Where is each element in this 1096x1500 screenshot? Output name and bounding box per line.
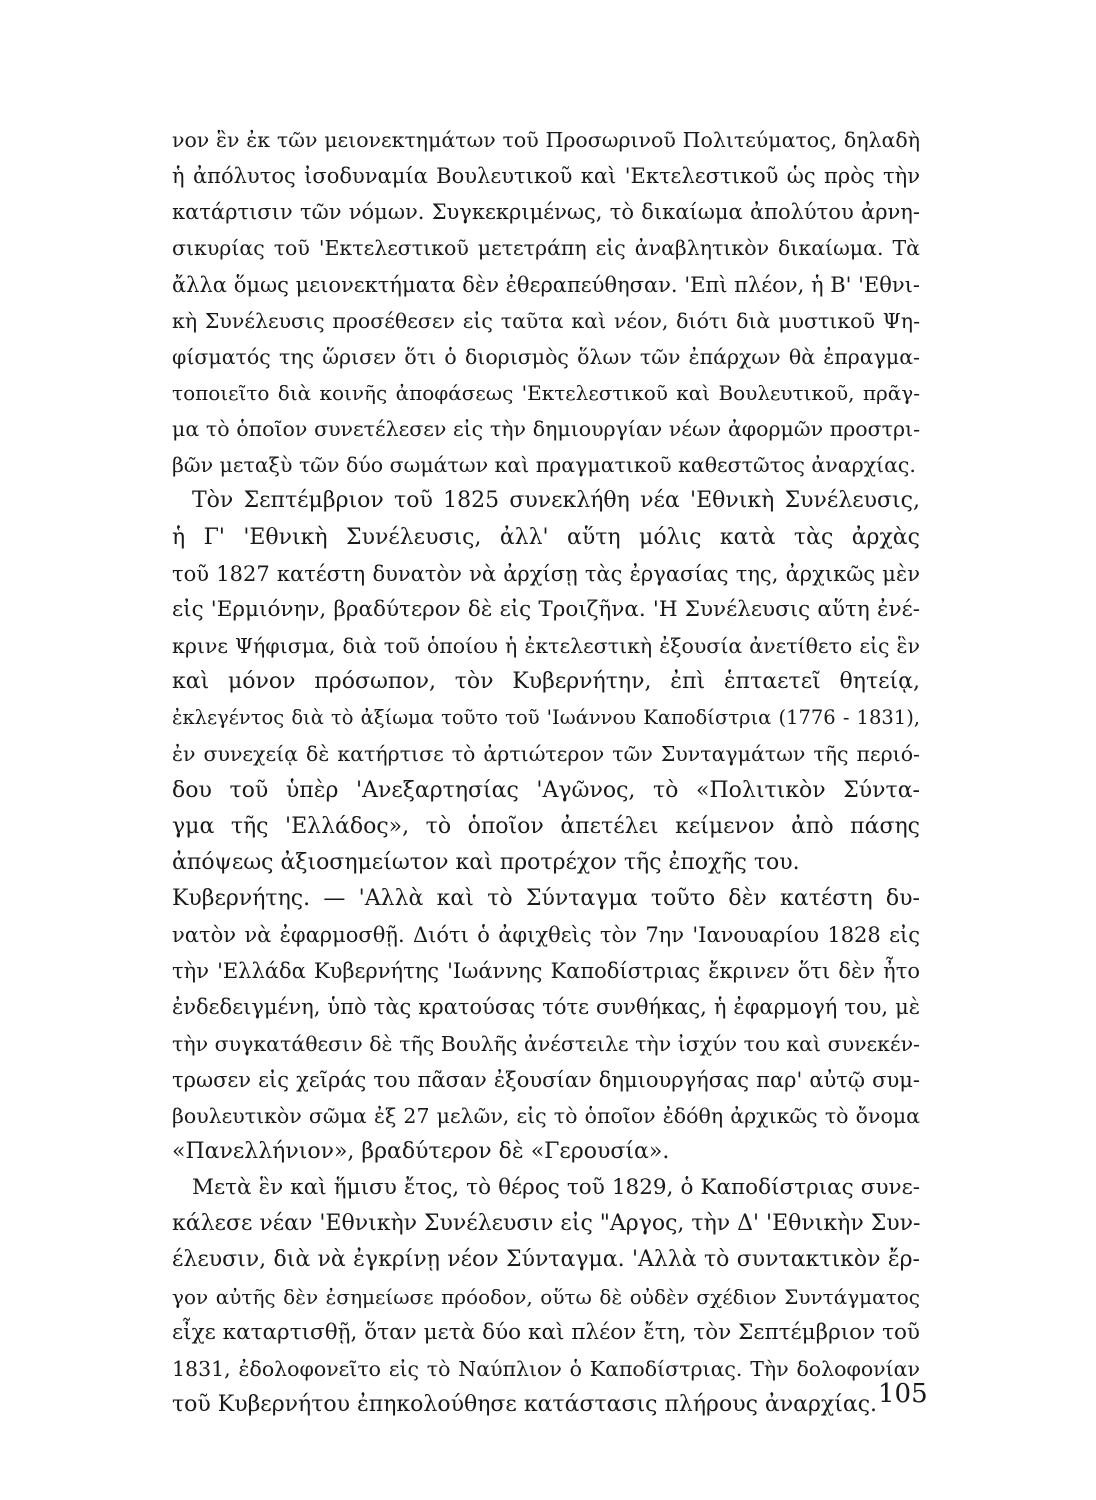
body-text [172, 122, 920, 1423]
text-line: κὴ Συνέλευσις προσέθεσεν εἰς ταῦτα καὶ νέον, διότι διὰ μυστικοῦ Ψη- [172, 308, 920, 333]
text-line: δου τοῦ ὑπὲρ 'Ανεξαρτησίας 'Αγῶνος, τὸ «Πολιτικὸν Σύντα- [172, 777, 920, 803]
text-line: Τὸν Σεπτέμβριον τοῦ 1825 συνεκλήθη νέα 'Εθνικὴ Συνέλευσις, [192, 488, 920, 514]
text-line: 1831, ἐδολοφονεῖτο εἰς τὸ Ναύπλιον ὁ Καποδίστριας. Τὴν δολοφονίαν [172, 1356, 920, 1381]
text-line: ἐνδεδειγμένη, ὑπὸ τὰς κρατούσας τότε συνθήκας, ἡ ἐφαρμογή του, μὲ [172, 995, 920, 1020]
text-line: εἰς 'Ερμιόνην, βραδύτερον δὲ εἰς Τροιζῆνα. 'Η Συνέλευσις αὕτη ἐνέ- [172, 596, 920, 622]
text-line: ἀπόψεως ἀξιοσημείωτον καὶ προτρέχον τῆς ἐποχῆς του. [172, 849, 800, 875]
text-line: εἶχε καταρτισθῇ, ὅταν μετὰ δύο καὶ πλέον ἔτη, τὸν Σεπτέμβριον τοῦ [172, 1319, 920, 1345]
text-line: Μετὰ ἓν καὶ ἥμισυ ἔτος, τὸ θέρος τοῦ 1829, ὁ Καποδίστριας συνε- [192, 1175, 920, 1201]
text-line: τοῦ 1827 κατέστη δυνατὸν νὰ ἀρχίσῃ τὰς ἐργασίας της, ἀρχικῶς μὲν [172, 561, 920, 586]
text-line: ἡ ἀπόλυτος ἰσοδυναμία Βουλευτικοῦ καὶ 'Εκτελεστικοῦ ὡς πρὸς τὴν [172, 164, 920, 189]
text-line: σικυρίας τοῦ 'Εκτελεστικοῦ μετετράπη εἰς ἀναβλητικὸν δικαίωμα. Τὰ [172, 236, 920, 261]
text-line: κρινε Ψήφισμα, διὰ τοῦ ὁποίου ἡ ἐκτελεστικὴ ἐξουσία ἀνετίθετο εἰς ἓν [172, 633, 920, 658]
text-line: νον ἓν ἐκ τῶν μειονεκτημάτων τοῦ Προσωρινοῦ Πολιτεύματος, δηλαδὴ [172, 128, 920, 152]
text-line: ἡ Γ' 'Εθνικὴ Συνέλευσις, ἀλλ' αὕτη μόλις κατὰ τὰς ἀρχὰς [172, 524, 920, 550]
text-line: Κυβερνήτης. — 'Αλλὰ καὶ τὸ Σύνταγμα τοῦτο δὲν κατέστη δυ- [172, 885, 920, 911]
text-line: τοποιεῖτο διὰ κοινῆς ἀποφάσεως 'Εκτελεστικοῦ καὶ Βουλευτικοῦ, πρᾶγ- [172, 380, 920, 405]
text-line: τρωσεν εἰς χεῖράς του πᾶσαν ἐξουσίαν δημιουργήσας παρ' αὐτῷ συμ- [172, 1067, 920, 1092]
text-line: ἄλλα ὅμως μειονεκτήματα δὲν ἐθεραπεύθησαν. 'Επὶ πλέον, ἡ Β' 'Εθνι- [172, 272, 920, 297]
text-line: «Πανελλήνιον», βραδύτερον δὲ «Γερουσία». [172, 1138, 670, 1164]
text-line: ἐκλεγέντος διὰ τὸ ἀξίωμα τοῦτο τοῦ 'Ιωάννου Καποδίστρια (1776 - 1831), [172, 706, 920, 730]
text-line: έλευσιν, διὰ νὰ ἐγκρίνῃ νέον Σύνταγμα. 'Αλλὰ τὸ συντακτικὸν ἔρ- [172, 1247, 920, 1273]
text-line: κάλεσε νέαν 'Εθνικὴν Συνέλευσιν εἰς "Αργος, τὴν Δ' 'Εθνικὴν Συν- [172, 1211, 920, 1237]
text-line: καὶ μόνον πρόσωπον, τὸν Κυβερνήτην, ἐπὶ ἑπταετεῖ θητείᾳ, [172, 669, 920, 695]
text-line: κατάρτισιν τῶν νόμων. Συγκεκριμένως, τὸ δικαίωμα ἀπολύτου ἀρνη- [172, 200, 920, 225]
text-line: τοῦ Κυβερνήτου ἐπηκολούθησε κατάστασις πλήρους ἀναρχίας. [172, 1391, 878, 1417]
text-line: βουλευτικὸν σῶμα ἐξ 27 μελῶν, εἰς τὸ ὁποῖον ἐδόθη ἀρχικῶς τὸ ὄνομα [172, 1103, 920, 1128]
text-line: γον αὐτῆς δὲν ἐσημείωσε πρόοδον, οὕτω δὲ οὐδὲν σχέδιον Συντάγματος [172, 1284, 920, 1309]
text-line: ἐν συνεχείᾳ δὲ κατήρτισε τὸ ἀρτιώτερον τῶν Συνταγμάτων τῆς περιό- [172, 742, 920, 767]
text-line: βῶν μεταξὺ τῶν δύο σωμάτων καὶ πραγματικοῦ καθεστῶτος ἀναρχίας. [172, 453, 916, 478]
text-line: τὴν συγκατάθεσιν δὲ τῆς Βουλῆς ἀνέστειλε τὴν ἰσχύν του καὶ συνεκέν- [172, 1031, 920, 1056]
text-line: γμα τῆς 'Ελλάδος», τὸ ὁποῖον ἀπετέλει κείμενον ἀπὸ πάσης [172, 813, 920, 839]
text-line: νατὸν νὰ ἐφαρμοσθῇ. Διότι ὁ ἀφιχθεὶς τὸν 7ην 'Ιανουαρίου 1828 εἰς [172, 923, 920, 948]
page-number: 105 [878, 1379, 928, 1409]
text-line: μα τὸ ὁποῖον συνετέλεσεν εἰς τὴν δημιουργίαν νέων ἀφορμῶν προστρι- [172, 417, 920, 442]
text-line: φίσματός της ὥρισεν ὅτι ὁ διορισμὸς ὅλων τῶν ἐπάρχων θὰ ἐπραγμα- [172, 344, 920, 369]
text-line: τὴν 'Ελλάδα Κυβερνήτης 'Ιωάννης Καποδίστριας ἔκρινεν ὅτι δὲν ἦτο [172, 959, 920, 984]
